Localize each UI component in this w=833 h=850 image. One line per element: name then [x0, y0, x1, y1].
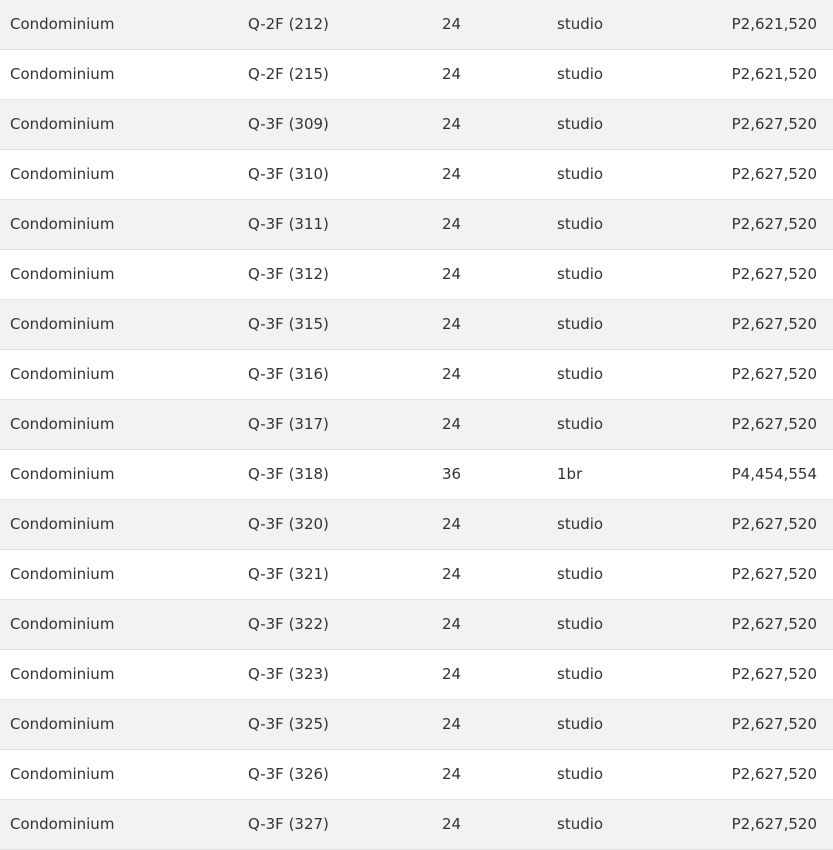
floor-area-cell: 24: [442, 665, 462, 683]
unit-code-cell: Q-3F (312): [248, 265, 329, 283]
unit-layout-cell: studio: [557, 615, 604, 633]
floor-area-cell: 36: [442, 465, 462, 483]
price-cell: P2,627,520: [731, 815, 817, 833]
table-row: [0, 800, 833, 850]
unit-code-cell: Q-3F (322): [248, 615, 329, 633]
table-row: [0, 100, 833, 150]
floor-area-cell: 24: [442, 315, 462, 333]
table-row: [0, 200, 833, 250]
unit-code-cell: Q-3F (309): [248, 115, 329, 133]
table-row: [0, 0, 833, 50]
price-cell: P2,627,520: [731, 515, 817, 533]
table-row: [0, 700, 833, 750]
property-type-cell: Condominium: [10, 415, 115, 433]
price-cell: P2,627,520: [731, 115, 817, 133]
floor-area-cell: 24: [442, 15, 462, 33]
floor-area-cell: 24: [442, 115, 462, 133]
unit-layout-cell: studio: [557, 365, 604, 383]
price-cell: P2,627,520: [731, 715, 817, 733]
unit-code-cell: Q-3F (318): [248, 465, 329, 483]
property-type-cell: Condominium: [10, 15, 115, 33]
property-type-cell: Condominium: [10, 315, 115, 333]
floor-area-cell: 24: [442, 515, 462, 533]
price-cell: P2,621,520: [731, 15, 817, 33]
unit-code-cell: Q-3F (323): [248, 665, 329, 683]
floor-area-cell: 24: [442, 415, 462, 433]
unit-layout-cell: studio: [557, 15, 604, 33]
price-cell: P2,627,520: [731, 765, 817, 783]
unit-code-cell: Q-3F (320): [248, 515, 329, 533]
floor-area-cell: 24: [442, 615, 462, 633]
floor-area-cell: 24: [442, 815, 462, 833]
unit-layout-cell: studio: [557, 815, 604, 833]
table-row: [0, 150, 833, 200]
table-row: [0, 350, 833, 400]
unit-code-cell: Q-3F (321): [248, 565, 329, 583]
table-row: [0, 400, 833, 450]
price-cell: P4,454,554: [731, 465, 817, 483]
unit-code-cell: Q-3F (327): [248, 815, 329, 833]
floor-area-cell: 24: [442, 165, 462, 183]
unit-layout-cell: studio: [557, 115, 604, 133]
table-row: [0, 650, 833, 700]
floor-area-cell: 24: [442, 215, 462, 233]
price-cell: P2,627,520: [731, 365, 817, 383]
property-type-cell: Condominium: [10, 665, 115, 683]
floor-area-cell: 24: [442, 265, 462, 283]
unit-code-cell: Q-3F (315): [248, 315, 329, 333]
floor-area-cell: 24: [442, 765, 462, 783]
price-cell: P2,627,520: [731, 565, 817, 583]
table-row: [0, 600, 833, 650]
unit-layout-cell: studio: [557, 415, 604, 433]
property-type-cell: Condominium: [10, 465, 115, 483]
floor-area-cell: 24: [442, 715, 462, 733]
unit-layout-cell: studio: [557, 265, 604, 283]
table-row: [0, 450, 833, 500]
price-cell: P2,627,520: [731, 315, 817, 333]
floor-area-cell: 24: [442, 65, 462, 83]
property-type-cell: Condominium: [10, 365, 115, 383]
table-row: [0, 250, 833, 300]
table-row: [0, 50, 833, 100]
unit-code-cell: Q-3F (316): [248, 365, 329, 383]
unit-layout-cell: studio: [557, 215, 604, 233]
unit-code-cell: Q-3F (310): [248, 165, 329, 183]
property-type-cell: Condominium: [10, 565, 115, 583]
property-type-cell: Condominium: [10, 515, 115, 533]
unit-code-cell: Q-2F (215): [248, 65, 329, 83]
property-type-cell: Condominium: [10, 215, 115, 233]
unit-code-cell: Q-2F (212): [248, 15, 329, 33]
property-type-cell: Condominium: [10, 765, 115, 783]
unit-code-cell: Q-3F (317): [248, 415, 329, 433]
floor-area-cell: 24: [442, 365, 462, 383]
price-cell: P2,627,520: [731, 415, 817, 433]
price-cell: P2,627,520: [731, 215, 817, 233]
unit-layout-cell: studio: [557, 165, 604, 183]
price-cell: P2,627,520: [731, 165, 817, 183]
price-cell: P2,621,520: [731, 65, 817, 83]
unit-layout-cell: studio: [557, 765, 604, 783]
unit-layout-cell: studio: [557, 315, 604, 333]
unit-code-cell: Q-3F (326): [248, 765, 329, 783]
property-type-cell: Condominium: [10, 165, 115, 183]
property-type-cell: Condominium: [10, 615, 115, 633]
table-row: [0, 750, 833, 800]
property-type-cell: Condominium: [10, 815, 115, 833]
table-row: [0, 550, 833, 600]
unit-code-cell: Q-3F (325): [248, 715, 329, 733]
table-row: [0, 500, 833, 550]
floor-area-cell: 24: [442, 565, 462, 583]
price-cell: P2,627,520: [731, 615, 817, 633]
unit-layout-cell: studio: [557, 715, 604, 733]
unit-layout-cell: studio: [557, 515, 604, 533]
property-type-cell: Condominium: [10, 115, 115, 133]
unit-layout-cell: 1br: [557, 465, 583, 483]
price-cell: P2,627,520: [731, 665, 817, 683]
unit-layout-cell: studio: [557, 665, 604, 683]
property-type-cell: Condominium: [10, 715, 115, 733]
unit-layout-cell: studio: [557, 65, 604, 83]
property-type-cell: Condominium: [10, 265, 115, 283]
unit-code-cell: Q-3F (311): [248, 215, 329, 233]
price-cell: P2,627,520: [731, 265, 817, 283]
property-type-cell: Condominium: [10, 65, 115, 83]
table-row: [0, 300, 833, 350]
unit-layout-cell: studio: [557, 565, 604, 583]
